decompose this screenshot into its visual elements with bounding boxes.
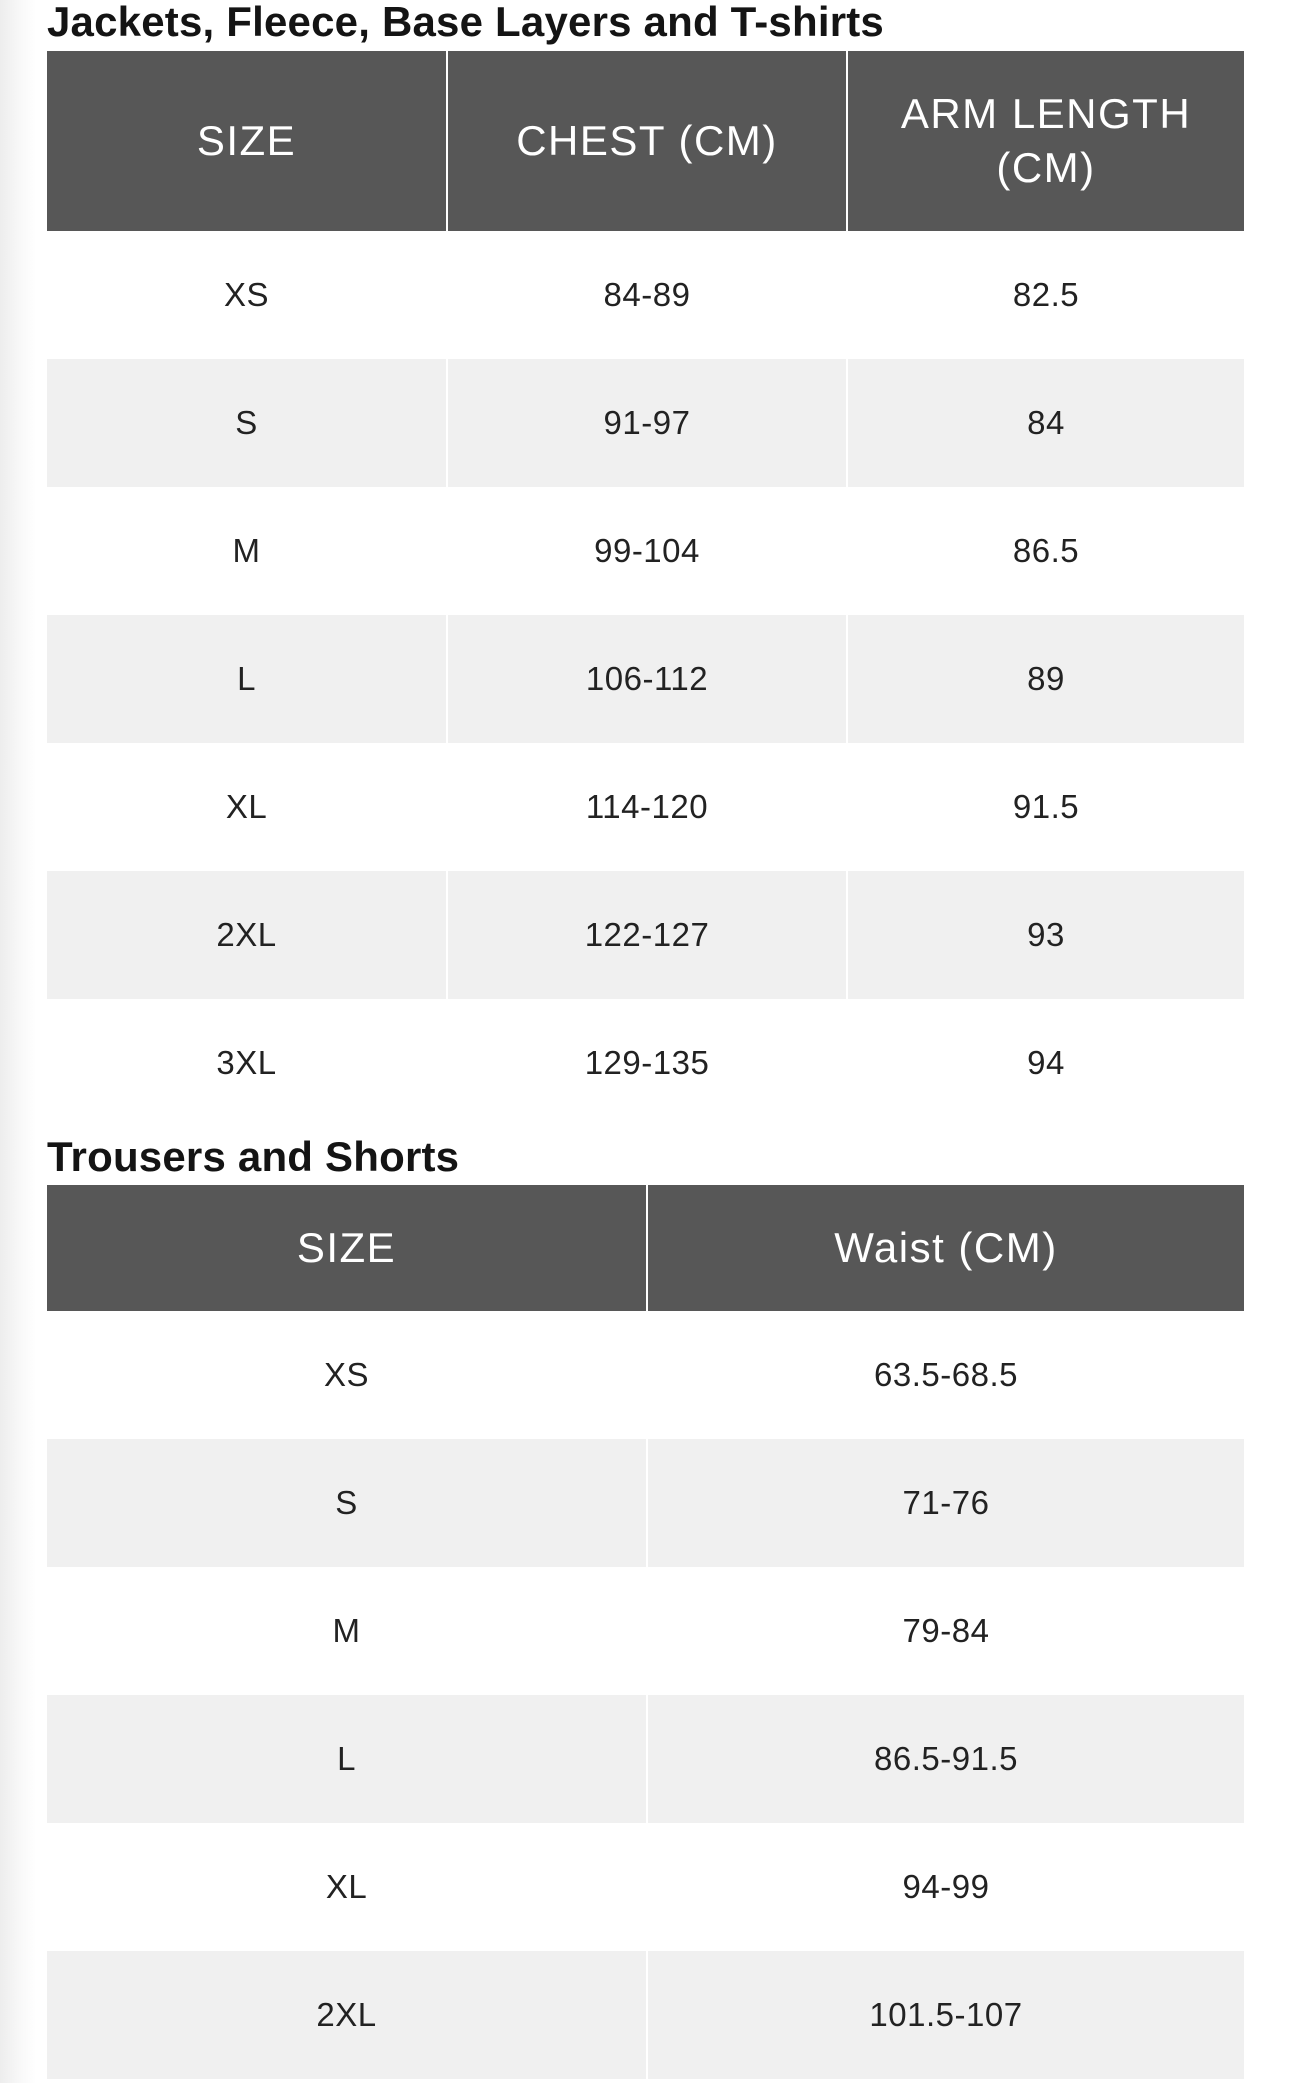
size-cell: 2XL: [47, 871, 447, 999]
chest-cell: 106-112: [447, 615, 847, 743]
table-header-row: [47, 1185, 1244, 1311]
arm-length-cell: 89: [847, 615, 1244, 743]
table-row: [47, 359, 1244, 487]
arm-length-cell: 82.5: [847, 231, 1244, 359]
chest-cell: 99-104: [447, 487, 847, 615]
size-cell: XL: [47, 743, 447, 871]
table-row: [47, 1567, 1244, 1695]
chest-cell: 84-89: [447, 231, 847, 359]
size-cell: XS: [47, 1311, 647, 1439]
arm-length-cell: 93: [847, 871, 1244, 999]
table-row: [47, 487, 1244, 615]
size-cell: M: [47, 487, 447, 615]
waist-cell: 94-99: [647, 1823, 1244, 1951]
table-row: [47, 1439, 1244, 1567]
arm-length-cell: 91.5: [847, 743, 1244, 871]
chest-cell: 91-97: [447, 359, 847, 487]
column-header-chest: CHEST (CM): [447, 51, 847, 231]
table-header-row: [47, 51, 1244, 231]
table-row: [47, 743, 1244, 871]
column-header-arm-length: ARM LENGTH (CM): [847, 51, 1244, 231]
chest-cell: 129-135: [447, 999, 847, 1127]
table-row: [47, 871, 1244, 999]
waist-cell: 71-76: [647, 1439, 1244, 1567]
column-header-size: SIZE: [47, 1185, 647, 1311]
size-table-jackets: [47, 51, 1244, 1127]
size-table-trousers: [47, 1185, 1244, 2079]
table-row: [47, 1951, 1244, 2079]
chest-cell: 122-127: [447, 871, 847, 999]
arm-length-cell: 86.5: [847, 487, 1244, 615]
size-cell: S: [47, 1439, 647, 1567]
size-cell: 2XL: [47, 1951, 647, 2079]
section-title-jackets: Jackets, Fleece, Base Layers and T-shirts: [47, 0, 884, 45]
arm-length-cell: 94: [847, 999, 1244, 1127]
size-cell: XS: [47, 231, 447, 359]
size-cell: 3XL: [47, 999, 447, 1127]
table-row: [47, 615, 1244, 743]
waist-cell: 86.5-91.5: [647, 1695, 1244, 1823]
size-cell: S: [47, 359, 447, 487]
size-cell: L: [47, 615, 447, 743]
waist-cell: 63.5-68.5: [647, 1311, 1244, 1439]
waist-cell: 79-84: [647, 1567, 1244, 1695]
column-header-size: SIZE: [47, 51, 447, 231]
chest-cell: 114-120: [447, 743, 847, 871]
arm-length-cell: 84: [847, 359, 1244, 487]
size-cell: XL: [47, 1823, 647, 1951]
section-title-trousers: Trousers and Shorts: [47, 1133, 460, 1180]
table-row: [47, 231, 1244, 359]
table-row: [47, 999, 1244, 1127]
table-row: [47, 1695, 1244, 1823]
waist-cell: 101.5-107: [647, 1951, 1244, 2079]
table-row: [47, 1311, 1244, 1439]
size-cell: M: [47, 1567, 647, 1695]
size-cell: L: [47, 1695, 647, 1823]
table-row: [47, 1823, 1244, 1951]
column-header-waist: Waist (CM): [647, 1185, 1244, 1311]
